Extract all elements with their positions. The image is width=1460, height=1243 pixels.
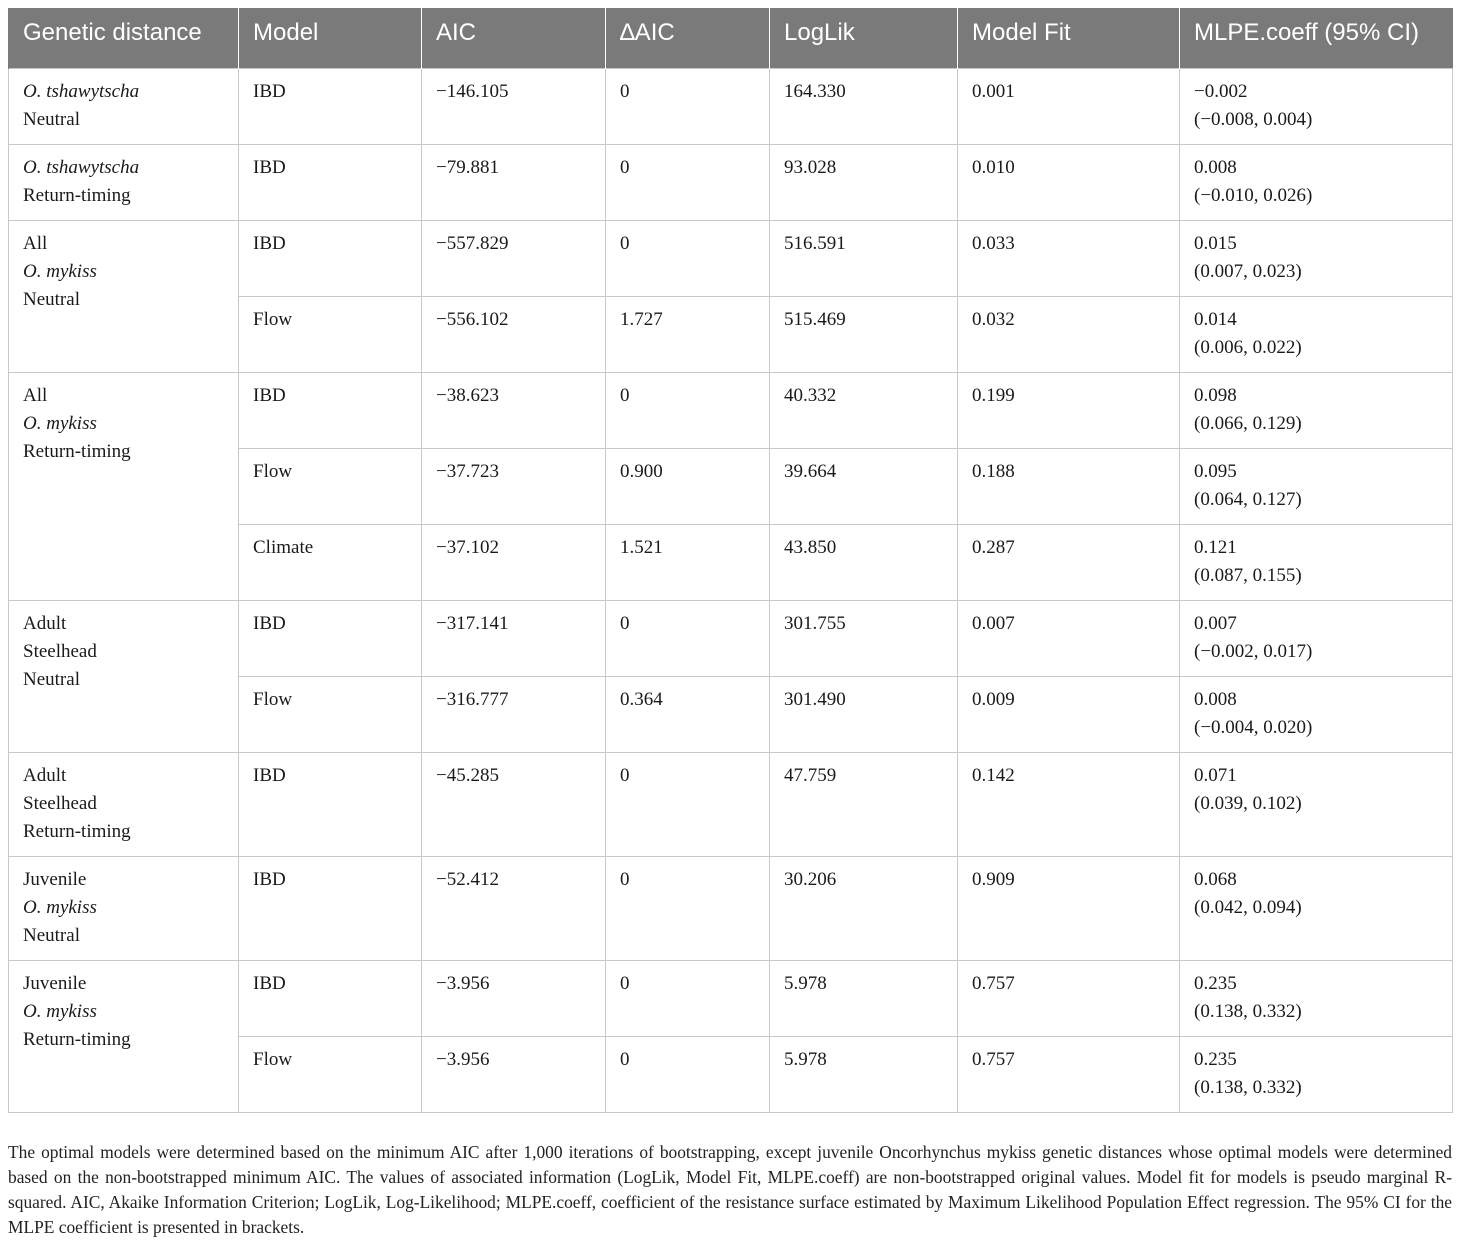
mlpe-coeff-cell (1180, 524, 1453, 600)
aic-cell: −38.623 (422, 372, 606, 448)
mlpe-coeff-value: 0.014 (1194, 308, 1237, 330)
aic-cell: −556.102 (422, 296, 606, 372)
genetic-distance-label: Juvenile (23, 868, 87, 890)
model-cell: IBD (239, 752, 422, 856)
table-body (9, 68, 1453, 1112)
genetic-distance-label: Neutral (23, 924, 80, 946)
aic-cell: −37.723 (422, 448, 606, 524)
species-name: O. mykiss (23, 412, 97, 434)
model-cell: IBD (239, 960, 422, 1036)
mlpe-ci-value: (0.064, 0.127) (1194, 488, 1302, 510)
mlpe-coeff-cell (1180, 960, 1453, 1036)
model-fit-cell: 0.757 (958, 960, 1180, 1036)
model-fit-cell: 0.287 (958, 524, 1180, 600)
model-fit-cell: 0.909 (958, 856, 1180, 960)
mlpe-ci-value: (0.007, 0.023) (1194, 260, 1302, 282)
mlpe-coeff-value: 0.121 (1194, 536, 1237, 558)
species-name: O. mykiss (23, 896, 97, 918)
model-fit-cell: 0.199 (958, 372, 1180, 448)
delta-aic-cell: 0.364 (606, 676, 770, 752)
mlpe-coeff-value: 0.068 (1194, 868, 1237, 890)
loglik-cell: 39.664 (770, 448, 958, 524)
mlpe-coeff-value: 0.071 (1194, 764, 1237, 786)
table-row (9, 144, 1453, 220)
loglik-cell: 40.332 (770, 372, 958, 448)
mlpe-ci-value: (0.138, 0.332) (1194, 1000, 1302, 1022)
header-row (9, 8, 1453, 68)
header-delta-aic: ∆AIC (606, 8, 770, 68)
model-fit-cell: 0.188 (958, 448, 1180, 524)
genetic-distance-cell (9, 752, 239, 856)
aic-cell: −146.105 (422, 68, 606, 144)
delta-aic-cell: 1.727 (606, 296, 770, 372)
table-row (9, 600, 1453, 676)
mlpe-coeff-cell (1180, 372, 1453, 448)
mlpe-coeff-value: 0.098 (1194, 384, 1237, 406)
model-fit-cell: 0.009 (958, 676, 1180, 752)
model-cell: IBD (239, 372, 422, 448)
header-model: Model (239, 8, 422, 68)
table-row (9, 68, 1453, 144)
mlpe-ci-value: (0.087, 0.155) (1194, 564, 1302, 586)
genetic-distance-cell (9, 220, 239, 372)
table-row (9, 856, 1453, 960)
mlpe-ci-value: (−0.010, 0.026) (1194, 184, 1313, 206)
mlpe-coeff-cell (1180, 752, 1453, 856)
mlpe-ci-value: (−0.002, 0.017) (1194, 640, 1313, 662)
table-header (9, 8, 1453, 68)
model-fit-cell: 0.001 (958, 68, 1180, 144)
loglik-cell: 516.591 (770, 220, 958, 296)
loglik-cell: 515.469 (770, 296, 958, 372)
aic-cell: −79.881 (422, 144, 606, 220)
table-footnote: The optimal models were determined based on the minimum AIC after 1,000 iterations of bootstrapping, except juvenile Oncorhynchus mykiss genetic distances whose optimal models were determined based on the non-bootstrapped minimum AIC. The values of associated information (LogLik, Model Fit, MLPE.coeff) are non-bootstrapped original values. Model fit for models is pseudo marginal R-squared. AIC, Akaike Information Criterion; LogLik, Log-Likelihood; MLPE.coeff, coefficient of the resistance surface estimated by Maximum Likelihood Population Effect regression. The 95% CI for the MLPE coefficient is presented in brackets. (8, 1142, 1452, 1237)
header-aic: AIC (422, 8, 606, 68)
mlpe-coeff-cell (1180, 676, 1453, 752)
delta-aic-cell: 0 (606, 856, 770, 960)
mlpe-ci-value: (0.066, 0.129) (1194, 412, 1302, 434)
model-cell: IBD (239, 856, 422, 960)
mlpe-coeff-cell (1180, 1036, 1453, 1112)
species-name: O. tshawytscha (23, 80, 140, 102)
mlpe-coeff-cell (1180, 68, 1453, 144)
genetic-distance-label: Steelhead (23, 792, 97, 814)
aic-cell: −317.141 (422, 600, 606, 676)
mlpe-coeff-value: −0.002 (1194, 80, 1248, 102)
mlpe-coeff-value: 0.008 (1194, 156, 1237, 178)
model-cell: IBD (239, 220, 422, 296)
model-fit-cell: 0.033 (958, 220, 1180, 296)
model-cell: IBD (239, 600, 422, 676)
model-cell: IBD (239, 144, 422, 220)
delta-aic-cell: 0 (606, 372, 770, 448)
loglik-cell: 164.330 (770, 68, 958, 144)
species-name: O. mykiss (23, 1000, 97, 1022)
model-fit-cell: 0.007 (958, 600, 1180, 676)
model-results-table (8, 8, 1453, 1113)
mlpe-coeff-cell (1180, 220, 1453, 296)
mlpe-coeff-value: 0.008 (1194, 688, 1237, 710)
loglik-cell: 301.490 (770, 676, 958, 752)
species-name: O. tshawytscha (23, 156, 140, 178)
delta-aic-cell: 0 (606, 600, 770, 676)
mlpe-coeff-value: 0.015 (1194, 232, 1237, 254)
mlpe-ci-value: (0.042, 0.094) (1194, 896, 1302, 918)
mlpe-ci-value: (−0.008, 0.004) (1194, 108, 1313, 130)
mlpe-coeff-value: 0.095 (1194, 460, 1237, 482)
model-cell: Flow (239, 676, 422, 752)
mlpe-coeff-value: 0.007 (1194, 612, 1237, 634)
mlpe-coeff-cell (1180, 448, 1453, 524)
mlpe-coeff-cell (1180, 600, 1453, 676)
genetic-distance-cell (9, 600, 239, 752)
delta-aic-cell: 0 (606, 1036, 770, 1112)
mlpe-ci-value: (0.039, 0.102) (1194, 792, 1302, 814)
loglik-cell: 5.978 (770, 960, 958, 1036)
genetic-distance-label: Adult (23, 612, 67, 634)
mlpe-coeff-cell (1180, 296, 1453, 372)
delta-aic-cell: 0 (606, 752, 770, 856)
loglik-cell: 301.755 (770, 600, 958, 676)
header-loglik: LogLik (770, 8, 958, 68)
model-cell: Flow (239, 296, 422, 372)
model-cell: IBD (239, 68, 422, 144)
genetic-distance-cell (9, 144, 239, 220)
genetic-distance-cell (9, 960, 239, 1112)
model-fit-cell: 0.032 (958, 296, 1180, 372)
species-name: O. mykiss (23, 260, 97, 282)
loglik-cell: 30.206 (770, 856, 958, 960)
genetic-distance-label: Return-timing (23, 184, 131, 206)
aic-cell: −557.829 (422, 220, 606, 296)
table-row (9, 220, 1453, 296)
genetic-distance-label: Juvenile (23, 972, 87, 994)
genetic-distance-cell (9, 68, 239, 144)
aic-cell: −45.285 (422, 752, 606, 856)
aic-cell: −3.956 (422, 960, 606, 1036)
mlpe-coeff-value: 0.235 (1194, 972, 1237, 994)
mlpe-coeff-value: 0.235 (1194, 1048, 1237, 1070)
model-fit-cell: 0.010 (958, 144, 1180, 220)
mlpe-coeff-cell (1180, 144, 1453, 220)
aic-cell: −52.412 (422, 856, 606, 960)
mlpe-coeff-cell (1180, 856, 1453, 960)
loglik-cell: 43.850 (770, 524, 958, 600)
aic-cell: −3.956 (422, 1036, 606, 1112)
genetic-distance-label: Return-timing (23, 820, 131, 842)
model-cell: Flow (239, 448, 422, 524)
loglik-cell: 5.978 (770, 1036, 958, 1112)
delta-aic-cell: 0.900 (606, 448, 770, 524)
header-genetic-distance: Genetic distance (9, 8, 239, 68)
delta-aic-cell: 1.521 (606, 524, 770, 600)
delta-aic-cell: 0 (606, 68, 770, 144)
table-row (9, 960, 1453, 1036)
genetic-distance-cell (9, 372, 239, 600)
aic-cell: −316.777 (422, 676, 606, 752)
genetic-distance-label: All (23, 232, 48, 254)
model-cell: Climate (239, 524, 422, 600)
model-fit-cell: 0.142 (958, 752, 1180, 856)
genetic-distance-label: Neutral (23, 668, 80, 690)
genetic-distance-label: Steelhead (23, 640, 97, 662)
genetic-distance-label: Neutral (23, 108, 80, 130)
genetic-distance-label: Return-timing (23, 440, 131, 462)
model-cell: Flow (239, 1036, 422, 1112)
table-row (9, 752, 1453, 856)
loglik-cell: 93.028 (770, 144, 958, 220)
header-model-fit: Model Fit (958, 8, 1180, 68)
mlpe-ci-value: (0.006, 0.022) (1194, 336, 1302, 358)
delta-aic-cell: 0 (606, 144, 770, 220)
model-fit-cell: 0.757 (958, 1036, 1180, 1112)
genetic-distance-cell (9, 856, 239, 960)
aic-cell: −37.102 (422, 524, 606, 600)
results-table-container (8, 8, 1452, 1113)
mlpe-ci-value: (0.138, 0.332) (1194, 1076, 1302, 1098)
delta-aic-cell: 0 (606, 960, 770, 1036)
delta-aic-cell: 0 (606, 220, 770, 296)
header-mlpe-coeff: MLPE.coeff (95% CI) (1180, 8, 1453, 68)
table-row (9, 372, 1453, 448)
genetic-distance-label: Return-timing (23, 1028, 131, 1050)
genetic-distance-label: Adult (23, 764, 67, 786)
genetic-distance-label: Neutral (23, 288, 80, 310)
genetic-distance-label: All (23, 384, 48, 406)
loglik-cell: 47.759 (770, 752, 958, 856)
mlpe-ci-value: (−0.004, 0.020) (1194, 716, 1313, 738)
